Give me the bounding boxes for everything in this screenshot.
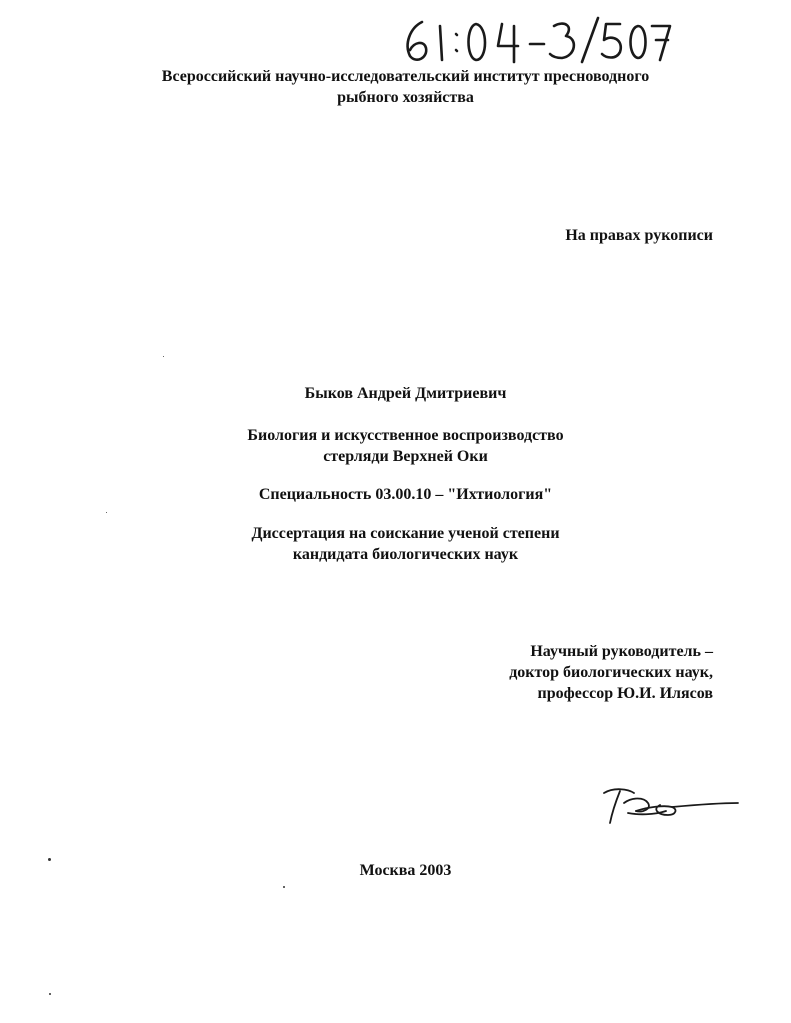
author-name: Быков Андрей Дмитриевич (304, 385, 507, 402)
degree-line-2: кандидата биологических наук (292, 546, 519, 563)
scan-speck (106, 512, 107, 513)
scan-speck (49, 993, 51, 995)
signature (598, 783, 743, 828)
thesis-title-line-2: стерляди Верхней Оки (323, 448, 488, 465)
institution-name (0, 66, 791, 108)
city-and-year: Москва 2003 (359, 862, 452, 879)
thesis-title (0, 425, 791, 467)
handwritten-archive-number (398, 10, 673, 66)
supervisor-block (509, 641, 713, 704)
degree-statement (0, 523, 791, 565)
supervisor-line-1: Научный руководитель – (530, 643, 713, 660)
handwritten-code-drawing (398, 10, 673, 66)
signature-drawing (598, 783, 743, 828)
specialty: Специальность 03.00.10 – "Ихтиология" (258, 486, 553, 503)
scan-speck (48, 858, 51, 861)
supervisor-line-2: доктор биологических наук, (509, 664, 713, 681)
thesis-title-line-1: Биология и искусственное воспроизводство (247, 427, 564, 444)
manuscript-rights-note: На правах рукописи (565, 227, 713, 244)
degree-line-1: Диссертация на соискание ученой степени (251, 525, 560, 542)
scan-speck (163, 356, 164, 357)
institution-line-1: Всероссийский научно-исследовательский институт пресноводного (161, 68, 650, 85)
institution-line-2: рыбного хозяйства (337, 89, 474, 106)
scan-speck (283, 886, 285, 888)
supervisor-line-3: профессор Ю.И. Илясов (537, 685, 713, 702)
